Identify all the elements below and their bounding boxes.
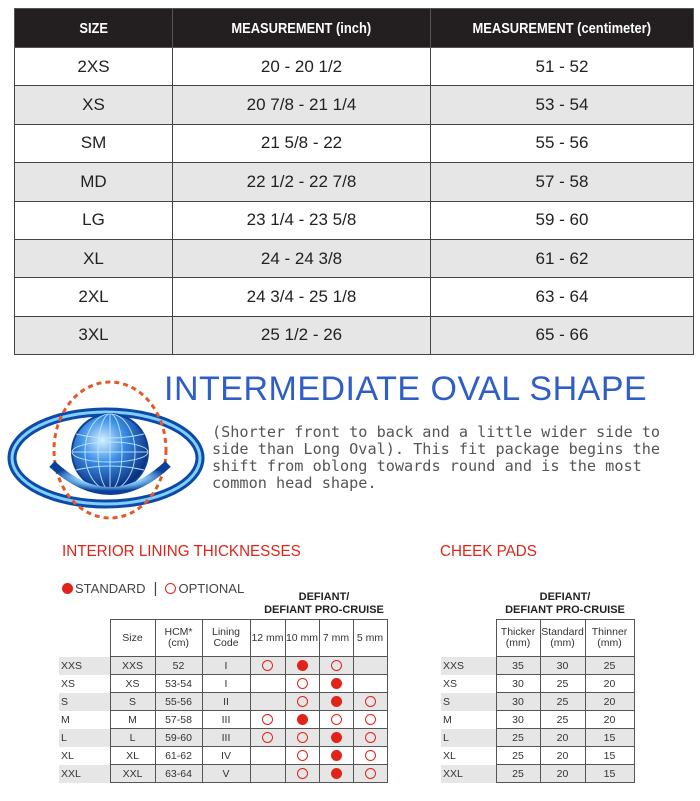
row-label: M [61, 713, 70, 726]
table-row [15, 48, 694, 86]
optional-circle-icon [297, 768, 308, 779]
thickness-cell [319, 675, 353, 693]
optional-circle-icon [331, 714, 342, 725]
thickness-value-cell: 30 [496, 693, 540, 711]
row-label: S [441, 693, 496, 711]
cm-cell: 65 - 66 [431, 316, 694, 354]
table-row [59, 729, 387, 747]
thickness-value-cell: 20 [585, 693, 634, 711]
optional-circle-icon [365, 750, 376, 761]
optional-circle-icon [165, 583, 176, 594]
thickness-cell [353, 675, 387, 693]
thickness-value-cell: 25 [496, 765, 540, 783]
table-row [441, 765, 634, 783]
thickness-value-cell: 20 [585, 675, 634, 693]
thickness-cell [353, 747, 387, 765]
row-label: XS [443, 677, 458, 690]
thickness-value-cell: 25 [496, 747, 540, 765]
thickness-cell [319, 765, 353, 783]
inch-cell: 25 1/2 - 26 [173, 316, 431, 354]
row-label: XXS [441, 657, 496, 675]
hcm-cell: 55-56 [155, 693, 202, 711]
lining-code-cell: I [202, 675, 250, 693]
thickness-cell [353, 729, 387, 747]
thickness-value-cell: 15 [585, 747, 634, 765]
inch-cell: 20 - 20 1/2 [173, 48, 431, 86]
table-row [59, 765, 387, 783]
size-chart-table [14, 8, 694, 355]
cheek-header-row [441, 620, 634, 657]
inch-cell: 23 1/4 - 23 5/8 [173, 201, 431, 239]
lining-code-cell: III [202, 729, 250, 747]
lining-code-cell: IV [202, 747, 250, 765]
row-label: XS [61, 677, 76, 690]
table-row [59, 711, 387, 729]
thickness-value-cell: 25 [540, 675, 585, 693]
lining-header-5mm: 5 mm [353, 620, 387, 657]
optional-circle-icon [297, 750, 308, 761]
lining-header-7mm: 7 mm [319, 620, 353, 657]
hcm-cell: 57-58 [155, 711, 202, 729]
optional-circle-icon [365, 696, 376, 707]
size-chart-header-row [15, 9, 694, 48]
table-row [15, 201, 694, 239]
standard-dot-icon [297, 660, 308, 671]
cm-cell: 59 - 60 [431, 201, 694, 239]
thickness-value-cell: 25 [540, 711, 585, 729]
optional-circle-icon [262, 732, 273, 743]
standard-dot-icon [331, 750, 342, 761]
size-cell: 2XS [15, 48, 173, 86]
lining-header-code: Lining Code [202, 620, 250, 657]
standard-dot-icon [331, 732, 342, 743]
thickness-value-cell: 20 [585, 711, 634, 729]
thickness-value-cell: 20 [540, 729, 585, 747]
lining-legend [62, 580, 244, 597]
thickness-cell [250, 765, 285, 783]
cheek-section-title: CHEEK PADS [440, 543, 537, 560]
size-chart-header-size: SIZE [15, 9, 173, 48]
thickness-cell [250, 711, 285, 729]
thickness-value-cell: 15 [585, 729, 634, 747]
table-row [441, 747, 634, 765]
thickness-cell [250, 657, 285, 675]
table-row [59, 657, 387, 675]
thickness-cell [250, 693, 285, 711]
optional-circle-icon [262, 660, 273, 671]
row-label: L [59, 729, 110, 747]
lining-code-cell: I [202, 657, 250, 675]
size-cell: 3XL [15, 316, 173, 354]
thickness-cell [319, 729, 353, 747]
optional-circle-icon [297, 696, 308, 707]
lining-header-10mm: 10 mm [285, 620, 319, 657]
table-row [15, 86, 694, 124]
row-label: XXL [441, 765, 496, 783]
cm-cell: 57 - 58 [431, 163, 694, 201]
optional-circle-icon [365, 732, 376, 743]
thickness-cell [319, 747, 353, 765]
size-cell: 2XL [15, 278, 173, 316]
row-label: L [441, 729, 496, 747]
size-chart-header-inch: MEASUREMENT (inch) [173, 9, 431, 48]
optional-circle-icon [262, 714, 273, 725]
thickness-cell [353, 657, 387, 675]
thickness-cell [285, 765, 319, 783]
lining-section-title: INTERIOR LINING THICKNESSES [62, 543, 301, 560]
row-label: M [443, 713, 452, 726]
hcm-cell: 52 [155, 657, 202, 675]
thickness-value-cell: 15 [585, 765, 634, 783]
oval-shape-description: (Shorter front to back and a little wider side to side than Long Oval). This fit package begins the shift from oblong towards round and is the most common head shape. [212, 423, 661, 492]
optional-circle-icon [365, 714, 376, 725]
thickness-cell [250, 729, 285, 747]
table-row [441, 711, 634, 729]
lining-table [59, 619, 388, 783]
thickness-cell [319, 693, 353, 711]
table-row [15, 124, 694, 162]
size-cell: XL [110, 747, 155, 765]
lining-header-row [59, 620, 387, 657]
size-cell: XXS [110, 657, 155, 675]
thickness-value-cell: 25 [496, 729, 540, 747]
cm-cell: 63 - 64 [431, 278, 694, 316]
table-row [441, 657, 634, 675]
cheek-table [441, 619, 635, 783]
row-label: XXL [59, 765, 110, 783]
lining-header-hcm: HCM* (cm) [155, 620, 202, 657]
oval-shape-title: INTERMEDIATE OVAL SHAPE [164, 370, 648, 408]
thickness-value-cell: 30 [540, 657, 585, 675]
lining-header-12mm: 12 mm [250, 620, 285, 657]
hcm-cell: 53-54 [155, 675, 202, 693]
hcm-cell: 59-60 [155, 729, 202, 747]
thickness-cell [353, 711, 387, 729]
size-cell: MD [15, 163, 173, 201]
size-cell: LG [15, 201, 173, 239]
size-cell: SM [15, 124, 173, 162]
thickness-value-cell: 25 [540, 693, 585, 711]
thickness-cell [319, 711, 353, 729]
row-label: S [59, 693, 110, 711]
thickness-cell [285, 729, 319, 747]
cheek-header-standard: Standard (mm) [540, 620, 585, 657]
thickness-value-cell: 20 [540, 765, 585, 783]
thickness-value-cell: 35 [496, 657, 540, 675]
legend-optional-label: OPTIONAL [178, 581, 245, 596]
thickness-value-cell: 25 [585, 657, 634, 675]
lining-code-cell: V [202, 765, 250, 783]
size-cell: XS [110, 675, 155, 693]
hcm-cell: 63-64 [155, 765, 202, 783]
inch-cell: 20 7/8 - 21 1/4 [173, 86, 431, 124]
hcm-cell: 61-62 [155, 747, 202, 765]
lining-code-cell: III [202, 711, 250, 729]
thickness-cell [319, 657, 353, 675]
legend-standard-label: STANDARD [75, 581, 146, 596]
cm-cell: 53 - 54 [431, 86, 694, 124]
table-row [15, 278, 694, 316]
size-cell: XS [15, 86, 173, 124]
size-cell: S [110, 693, 155, 711]
optional-circle-icon [297, 732, 308, 743]
inch-cell: 21 5/8 - 22 [173, 124, 431, 162]
cheek-header-thicker: Thicker (mm) [496, 620, 540, 657]
row-label: XXS [59, 657, 110, 675]
thickness-cell [353, 765, 387, 783]
optional-circle-icon [297, 678, 308, 689]
table-row [441, 675, 634, 693]
cheek-header-thinner: Thinner (mm) [585, 620, 634, 657]
standard-dot-icon [297, 714, 308, 725]
row-label: XL [61, 749, 74, 762]
table-row [59, 693, 387, 711]
size-cell: XL [15, 239, 173, 277]
row-label: XL [443, 749, 456, 762]
inch-cell: 24 - 24 3/8 [173, 239, 431, 277]
standard-dot-icon [331, 768, 342, 779]
size-cell: L [110, 729, 155, 747]
standard-dot-icon [331, 696, 342, 707]
standard-dot-icon [62, 583, 73, 594]
table-row [15, 316, 694, 354]
standard-dot-icon [331, 678, 342, 689]
thickness-cell [285, 675, 319, 693]
cm-cell: 55 - 56 [431, 124, 694, 162]
thickness-value-cell: 20 [540, 747, 585, 765]
thickness-cell [250, 747, 285, 765]
table-row [441, 729, 634, 747]
optional-circle-icon [365, 768, 376, 779]
thickness-cell [285, 693, 319, 711]
cm-cell: 61 - 62 [431, 239, 694, 277]
table-row [15, 239, 694, 277]
inch-cell: 24 3/4 - 25 1/8 [173, 278, 431, 316]
thickness-cell [353, 693, 387, 711]
table-row [59, 675, 387, 693]
lining-code-cell: II [202, 693, 250, 711]
lining-group-heading: DEFIANT/ DEFIANT PRO-CRUISE [264, 591, 384, 616]
thickness-cell [250, 675, 285, 693]
cheek-group-heading: DEFIANT/ DEFIANT PRO-CRUISE [505, 591, 625, 616]
table-row [59, 747, 387, 765]
table-row [441, 693, 634, 711]
inch-cell: 22 1/2 - 22 7/8 [173, 163, 431, 201]
thickness-cell [285, 657, 319, 675]
size-chart-header-cm: MEASUREMENT (centimeter) [431, 9, 694, 48]
legend-separator: | [153, 580, 158, 597]
thickness-cell [285, 747, 319, 765]
lining-header-size: Size [110, 620, 155, 657]
size-cell: M [110, 711, 155, 729]
size-cell: XXL [110, 765, 155, 783]
thickness-cell [285, 711, 319, 729]
cm-cell: 51 - 52 [431, 48, 694, 86]
optional-circle-icon [331, 660, 342, 671]
table-row [15, 163, 694, 201]
thickness-value-cell: 30 [496, 675, 540, 693]
thickness-value-cell: 30 [496, 711, 540, 729]
